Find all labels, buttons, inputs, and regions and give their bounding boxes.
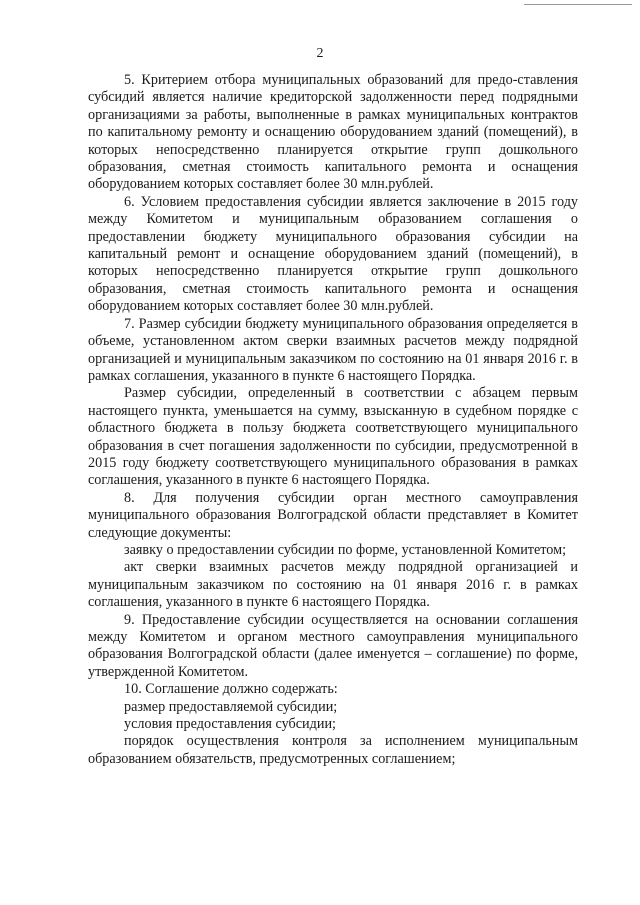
paragraph-8: 8. Для получения субсидии орган местного самоуправления муниципального образования Волгоградской области представляет в Комитет следующие документы: — [88, 489, 578, 541]
paragraph-10-item-amount: размер предоставляемой субсидии; — [124, 698, 338, 715]
document-body — [88, 72, 578, 768]
paragraph-9: 9. Предоставление субсидии осуществляется на основании соглашения между Комитетом и органом местного самоуправления муниципального образования Волгоградской области (далее именуется – соглашение) по форме, утвержденной Комитетом. — [88, 611, 578, 680]
paragraph-5: 5. Критерием отбора муниципальных образований для предо-ставления субсидий является наличие кредиторской задолженности перед подрядными организациями за работы, выполненные в рамках муниципальных контрактов по капитальному ремонту и оснащению оборудованием зданий (помещений), в которых непосредственно планируется открытие групп дошкольного образования, сметная стоимость капитального ремонта и оснащения оборудованием которых составляет более 30 млн.рублей. — [88, 72, 578, 193]
corner-line — [524, 0, 632, 5]
paragraph-10-item-conditions: условия предоставления субсидии; — [124, 716, 336, 733]
page-number: 2 — [316, 46, 324, 61]
paragraph-8-item-reconciliation-act: акт сверки взаимных расчетов между подрядной организацией и муниципальным заказчиком по состоянию на 01 января 2016 г. в рамках соглашения, указанного в пункте 6 настоящего Порядка. — [88, 559, 578, 611]
paragraph-10: 10. Соглашение должно содержать: — [124, 681, 338, 698]
paragraph-7: 7. Размер субсидии бюджету муниципального образования определяется в объеме, установленном актом сверки взаимных расчетов между подрядной организацией и муниципальным заказчиком по состоянию на 01 января 2016 г. в рамках соглашения, указанного в пункте 6 настоящего Порядка. — [88, 315, 578, 384]
paragraph-10-item-control: порядок осуществления контроля за исполнением муниципальным образованием обязательств, предусмотренных соглашением; — [88, 733, 578, 767]
paragraph-7-subsidy-reduction: Размер субсидии, определенный в соответствии с абзацем первым настоящего пункта, уменьшается на сумму, взысканную в судебном порядке с областного бюджета в пользу бюджета соответствующего муниципального образования в счет погашения задолженности по субсидии, предусмотренной в 2015 году бюджету соответствующего муниципального образования в рамках соглашения, указанного в пункте 6 настоящего Порядка. — [88, 385, 578, 489]
paragraph-6: 6. Условием предоставления субсидии является заключение в 2015 году между Комитетом и муниципальным образованием соглашения о предоставлении бюджету муниципального образования субсидии на капитальный ремонт и оснащение оборудованием зданий (помещений), в которых непосредственно планируется открытие групп дошкольного образования, сметная стоимость капитального ремонта и оснащения оборудованием которых составляет более 30 млн.рублей. — [88, 193, 578, 315]
paragraph-8-item-application: заявку о предоставлении субсидии по форме, установленной Комитетом; — [124, 541, 567, 558]
